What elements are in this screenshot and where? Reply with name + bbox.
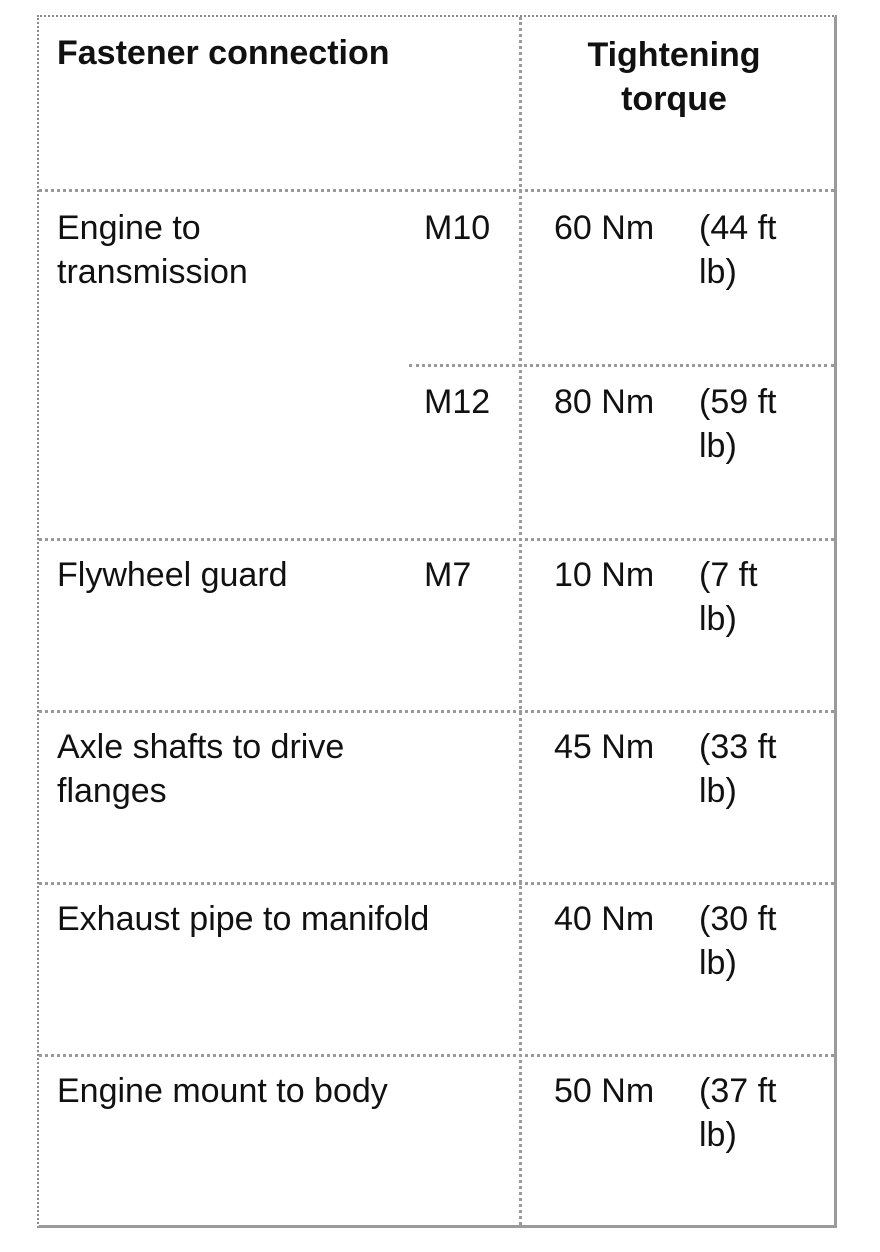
row-flywheel-guard-size: M7 [424, 556, 472, 594]
row-engine-to-transmission-m12-torque-ftlb: (59 ft lb) [699, 383, 777, 465]
row-flywheel-guard-torque-nm: 10 Nm [554, 556, 655, 594]
row-divider [39, 710, 834, 713]
row-engine-mount-torque-nm: 50 Nm [554, 1072, 655, 1110]
row-engine-to-transmission-connection: Engine to transmission [57, 209, 248, 291]
header-tightening-torque: Tightening torque [587, 36, 761, 118]
row-engine-to-transmission-m10-torque-nm: 60 Nm [554, 209, 655, 247]
row-exhaust-pipe-connection: Exhaust pipe to manifold [57, 900, 430, 938]
row-engine-mount-torque-ftlb: (37 ft lb) [699, 1072, 777, 1154]
row-divider [409, 364, 834, 367]
row-axle-shafts-connection: Axle shafts to drive flanges [57, 728, 345, 810]
row-flywheel-guard-torque-ftlb: (7 ft lb) [699, 556, 758, 638]
row-exhaust-pipe-torque-ftlb: (30 ft lb) [699, 900, 777, 982]
row-divider [39, 189, 834, 192]
row-engine-to-transmission-m10-size: M10 [424, 209, 491, 247]
row-engine-to-transmission-m10-torque-ftlb: (44 ft lb) [699, 209, 777, 291]
header-fastener-connection: Fastener connection [57, 34, 390, 72]
column-divider [519, 17, 522, 1225]
row-engine-to-transmission-m12-torque-nm: 80 Nm [554, 383, 655, 421]
row-divider [39, 538, 834, 541]
row-divider [39, 882, 834, 885]
torque-table [37, 15, 837, 1228]
row-flywheel-guard-connection: Flywheel guard [57, 556, 288, 594]
row-axle-shafts-torque-ftlb: (33 ft lb) [699, 728, 777, 810]
row-exhaust-pipe-torque-nm: 40 Nm [554, 900, 655, 938]
row-engine-to-transmission-m12-size: M12 [424, 383, 491, 421]
row-divider [39, 1054, 834, 1057]
row-axle-shafts-torque-nm: 45 Nm [554, 728, 655, 766]
row-engine-mount-connection: Engine mount to body [57, 1072, 388, 1110]
